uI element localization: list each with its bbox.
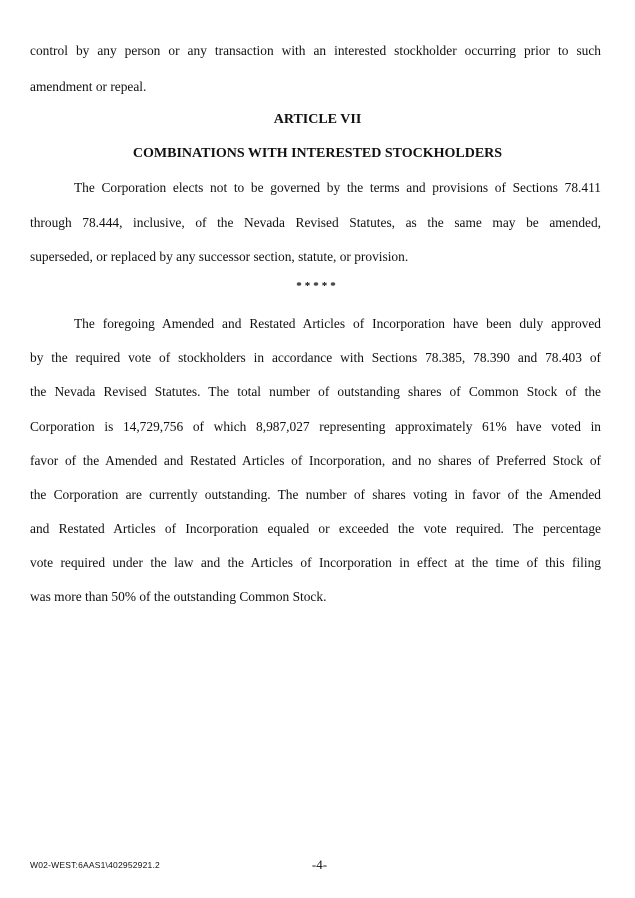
page-number: -4- — [311, 857, 328, 872]
closing-line-7: and Restated Articles of Incorporation equaled or exceeded the vote required. The percentage — [30, 521, 601, 536]
closing-line-2: by the required vote of stockholders in accordance with Sections 78.385, 78.390 and 78.403 of — [30, 350, 601, 365]
closing-line-6: the Corporation are currently outstanding. The number of shares voting in favor of the Amended — [30, 487, 601, 502]
article-body-line-3: superseded, or replaced by any successor section, statute, or provision. — [30, 249, 409, 264]
closing-line-3: the Nevada Revised Statutes. The total number of outstanding shares of Common Stock of the — [30, 384, 601, 399]
article-body-line-2: through 78.444, inclusive, of the Nevada Revised Statutes, as the same may be amended, — [30, 215, 601, 230]
closing-line-1: The foregoing Amended and Restated Articles of Incorporation have been duly approved — [74, 316, 601, 331]
section-separator: ***** — [296, 280, 339, 292]
article-body-line-1: The Corporation elects not to be governed by the terms and provisions of Sections 78.411 — [74, 180, 601, 195]
closing-line-4: Corporation is 14,729,756 of which 8,987,027 representing approximately 61% have voted in — [30, 419, 601, 434]
intro-line-1: control by any person or any transaction with an interested stockholder occurring prior to such — [30, 43, 601, 58]
closing-line-8: vote required under the law and the Articles of Incorporation in effect at the time of this filing — [30, 555, 601, 570]
article-title: COMBINATIONS WITH INTERESTED STOCKHOLDERS — [132, 146, 503, 161]
closing-line-5: favor of the Amended and Restated Articles of Incorporation, and no shares of Preferred Stock of — [30, 453, 601, 468]
article-heading: ARTICLE VII — [273, 112, 362, 127]
footer-document-id: W02-WEST:6AAS1\402952921.2 — [30, 860, 160, 870]
closing-line-9: was more than 50% of the outstanding Common Stock. — [30, 589, 327, 604]
intro-line-2: amendment or repeal. — [30, 79, 147, 94]
